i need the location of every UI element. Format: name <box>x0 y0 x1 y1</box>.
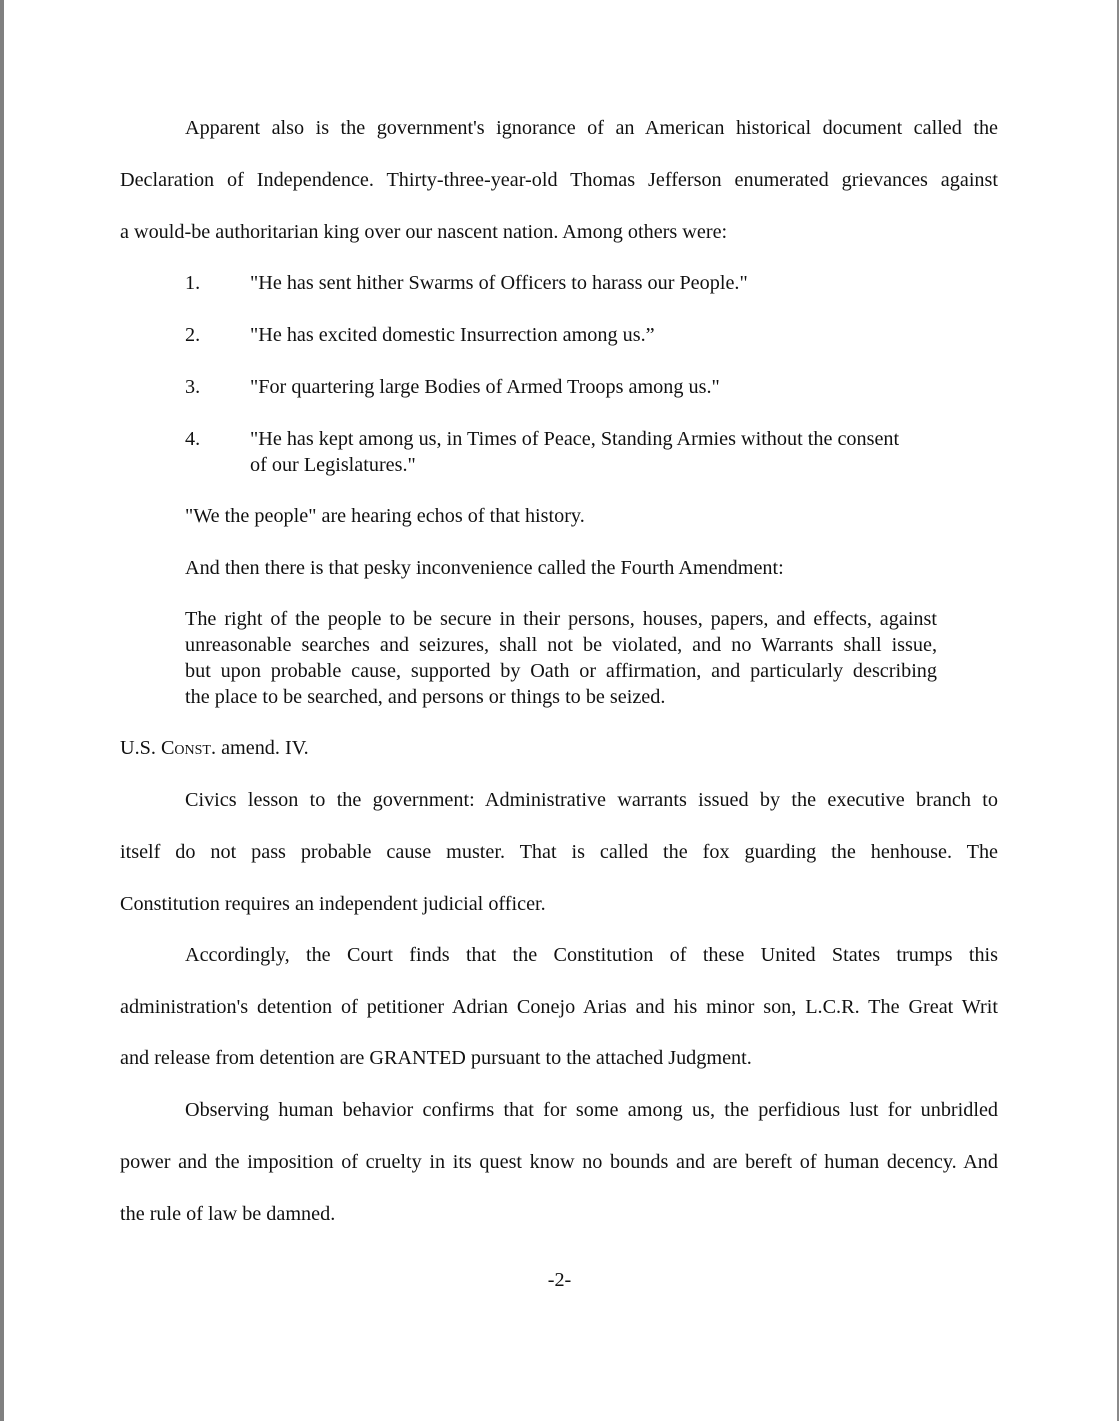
list-text: "He has kept among us, in Times of Peace, Standing Armies without the consent <box>250 428 900 450</box>
list-text: "For quartering large Bodies of Armed Troops among us." <box>250 376 720 398</box>
paragraph-line: Accordingly, the Court finds that the Constitution of these United States trumps this <box>185 944 998 966</box>
citation-const: Const. <box>160 737 217 759</box>
page-number: -2- <box>547 1269 572 1291</box>
page-edge-left <box>0 0 4 1421</box>
paragraph-line: itself do not pass probable cause muster. That is called the fox guarding the henhouse. The <box>120 841 998 863</box>
paragraph-line: and release from detention are GRANTED pursuant to the attached Judgment. <box>120 1047 752 1069</box>
quote-line: but upon probable cause, supported by Oath or affirmation, and particularly describing <box>185 660 937 682</box>
list-number: 2. <box>185 324 201 346</box>
citation <box>120 735 309 761</box>
paragraph-line: administration's detention of petitioner Adrian Conejo Arias and his minor son, L.C.R. The Great Writ <box>120 996 998 1018</box>
quote-line: unreasonable searches and seizures, shall not be violated, and no Warrants shall issue, <box>185 634 937 656</box>
list-number: 3. <box>185 376 201 398</box>
citation-prefix: U.S. <box>120 737 161 759</box>
paragraph-line: power and the imposition of cruelty in its quest know no bounds and are bereft of human decency. And <box>120 1151 998 1173</box>
paragraph-line: a would-be authoritarian king over our nascent nation. Among others were: <box>120 221 728 243</box>
quote-line: the place to be searched, and persons or things to be seized. <box>185 686 666 708</box>
quote-line: The right of the people to be secure in their persons, houses, papers, and effects, against <box>185 608 937 630</box>
paragraph-line: Observing human behavior confirms that for some among us, the perfidious lust for unbridled <box>185 1099 998 1121</box>
paragraph-line: Civics lesson to the government: Administrative warrants issued by the executive branch to <box>185 789 998 811</box>
citation-suffix: amend. IV. <box>216 737 309 759</box>
paragraph-line: the rule of law be damned. <box>120 1203 336 1225</box>
list-text: "He has sent hither Swarms of Officers to harass our People." <box>250 272 748 294</box>
paragraph-line: Declaration of Independence. Thirty-three-year-old Thomas Jefferson enumerated grievances against <box>120 169 998 191</box>
list-number: 1. <box>185 272 201 294</box>
paragraph-line: Constitution requires an independent judicial officer. <box>120 893 546 915</box>
paragraph-line: Apparent also is the government's ignorance of an American historical document called the <box>185 117 998 139</box>
paragraph-fourth-amendment-intro: And then there is that pesky inconvenience called the Fourth Amendment: <box>185 557 784 579</box>
list-text-continued: of our Legislatures." <box>250 454 416 476</box>
list-number: 4. <box>185 428 201 450</box>
list-text: "He has excited domestic Insurrection among us.” <box>250 324 655 346</box>
paragraph-we-the-people: "We the people" are hearing echos of that history. <box>185 505 585 527</box>
